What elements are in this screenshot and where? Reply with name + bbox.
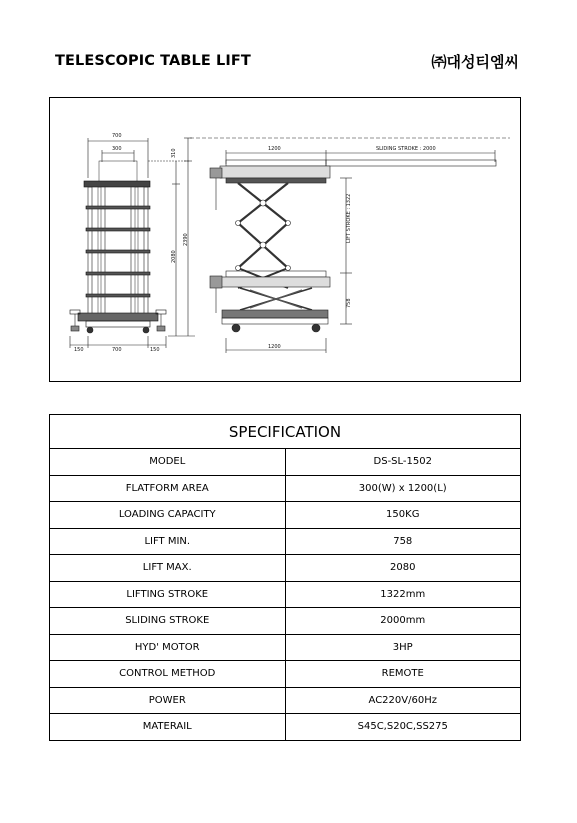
table-row (50, 714, 521, 741)
table-row (50, 502, 521, 529)
front-view (70, 138, 195, 348)
dim-1200-top: 1200 (268, 146, 281, 152)
dim-758: 758 (346, 298, 352, 308)
table-row (50, 608, 521, 635)
dim-700-top: 700 (112, 133, 122, 139)
spec-value: 150KG (285, 502, 521, 529)
spec-value: 1322mm (285, 581, 521, 608)
lift-stroke-label: LIFT STROKE : 1322 (346, 193, 352, 243)
technical-drawing (49, 97, 521, 382)
spec-label: HYD' MOTOR (50, 634, 286, 661)
dim-2080: 2080 (171, 250, 177, 263)
spec-label: LOADING CAPACITY (50, 502, 286, 529)
table-row (50, 555, 521, 582)
dim-310: 310 (171, 148, 177, 158)
spec-label: LIFTING STROKE (50, 581, 286, 608)
spec-value: 758 (285, 528, 521, 555)
side-view (190, 138, 510, 353)
spec-value: 3HP (285, 634, 521, 661)
dim-150-right: 150 (150, 347, 160, 353)
spec-label: MODEL (50, 449, 286, 476)
table-row (50, 475, 521, 502)
spec-title: SPECIFICATION (50, 415, 521, 449)
specification-table (49, 414, 521, 741)
spec-label: CONTROL METHOD (50, 661, 286, 688)
table-row (50, 687, 521, 714)
dim-300: 300 (112, 146, 122, 152)
dim-150-left: 150 (74, 347, 84, 353)
company-name: ㈜대성티엠씨 (431, 53, 519, 71)
spec-label: MATERAIL (50, 714, 286, 741)
spec-label: POWER (50, 687, 286, 714)
spec-value: REMOTE (285, 661, 521, 688)
document-title: TELESCOPIC TABLE LIFT (55, 53, 251, 69)
spec-label: LIFT MIN. (50, 528, 286, 555)
spec-value: 300(W) x 1200(L) (285, 475, 521, 502)
dim-2390: 2390 (183, 233, 189, 246)
spec-value: S45C,S20C,SS275 (285, 714, 521, 741)
table-row (50, 449, 521, 476)
spec-value: 2080 (285, 555, 521, 582)
table-row (50, 634, 521, 661)
table-row (50, 661, 521, 688)
spec-value: DS-SL-1502 (285, 449, 521, 476)
table-row (50, 581, 521, 608)
technical-drawing-svg (50, 98, 520, 381)
spec-label: SLIDING STROKE (50, 608, 286, 635)
spec-value: 2000mm (285, 608, 521, 635)
spec-value: AC220V/60Hz (285, 687, 521, 714)
dim-700-bottom: 700 (112, 347, 122, 353)
table-row (50, 528, 521, 555)
sliding-stroke-label: SLIDING STROKE : 2000 (376, 146, 436, 152)
spec-label: FLATFORM AREA (50, 475, 286, 502)
dim-1200-bottom: 1200 (268, 344, 281, 350)
spec-label: LIFT MAX. (50, 555, 286, 582)
